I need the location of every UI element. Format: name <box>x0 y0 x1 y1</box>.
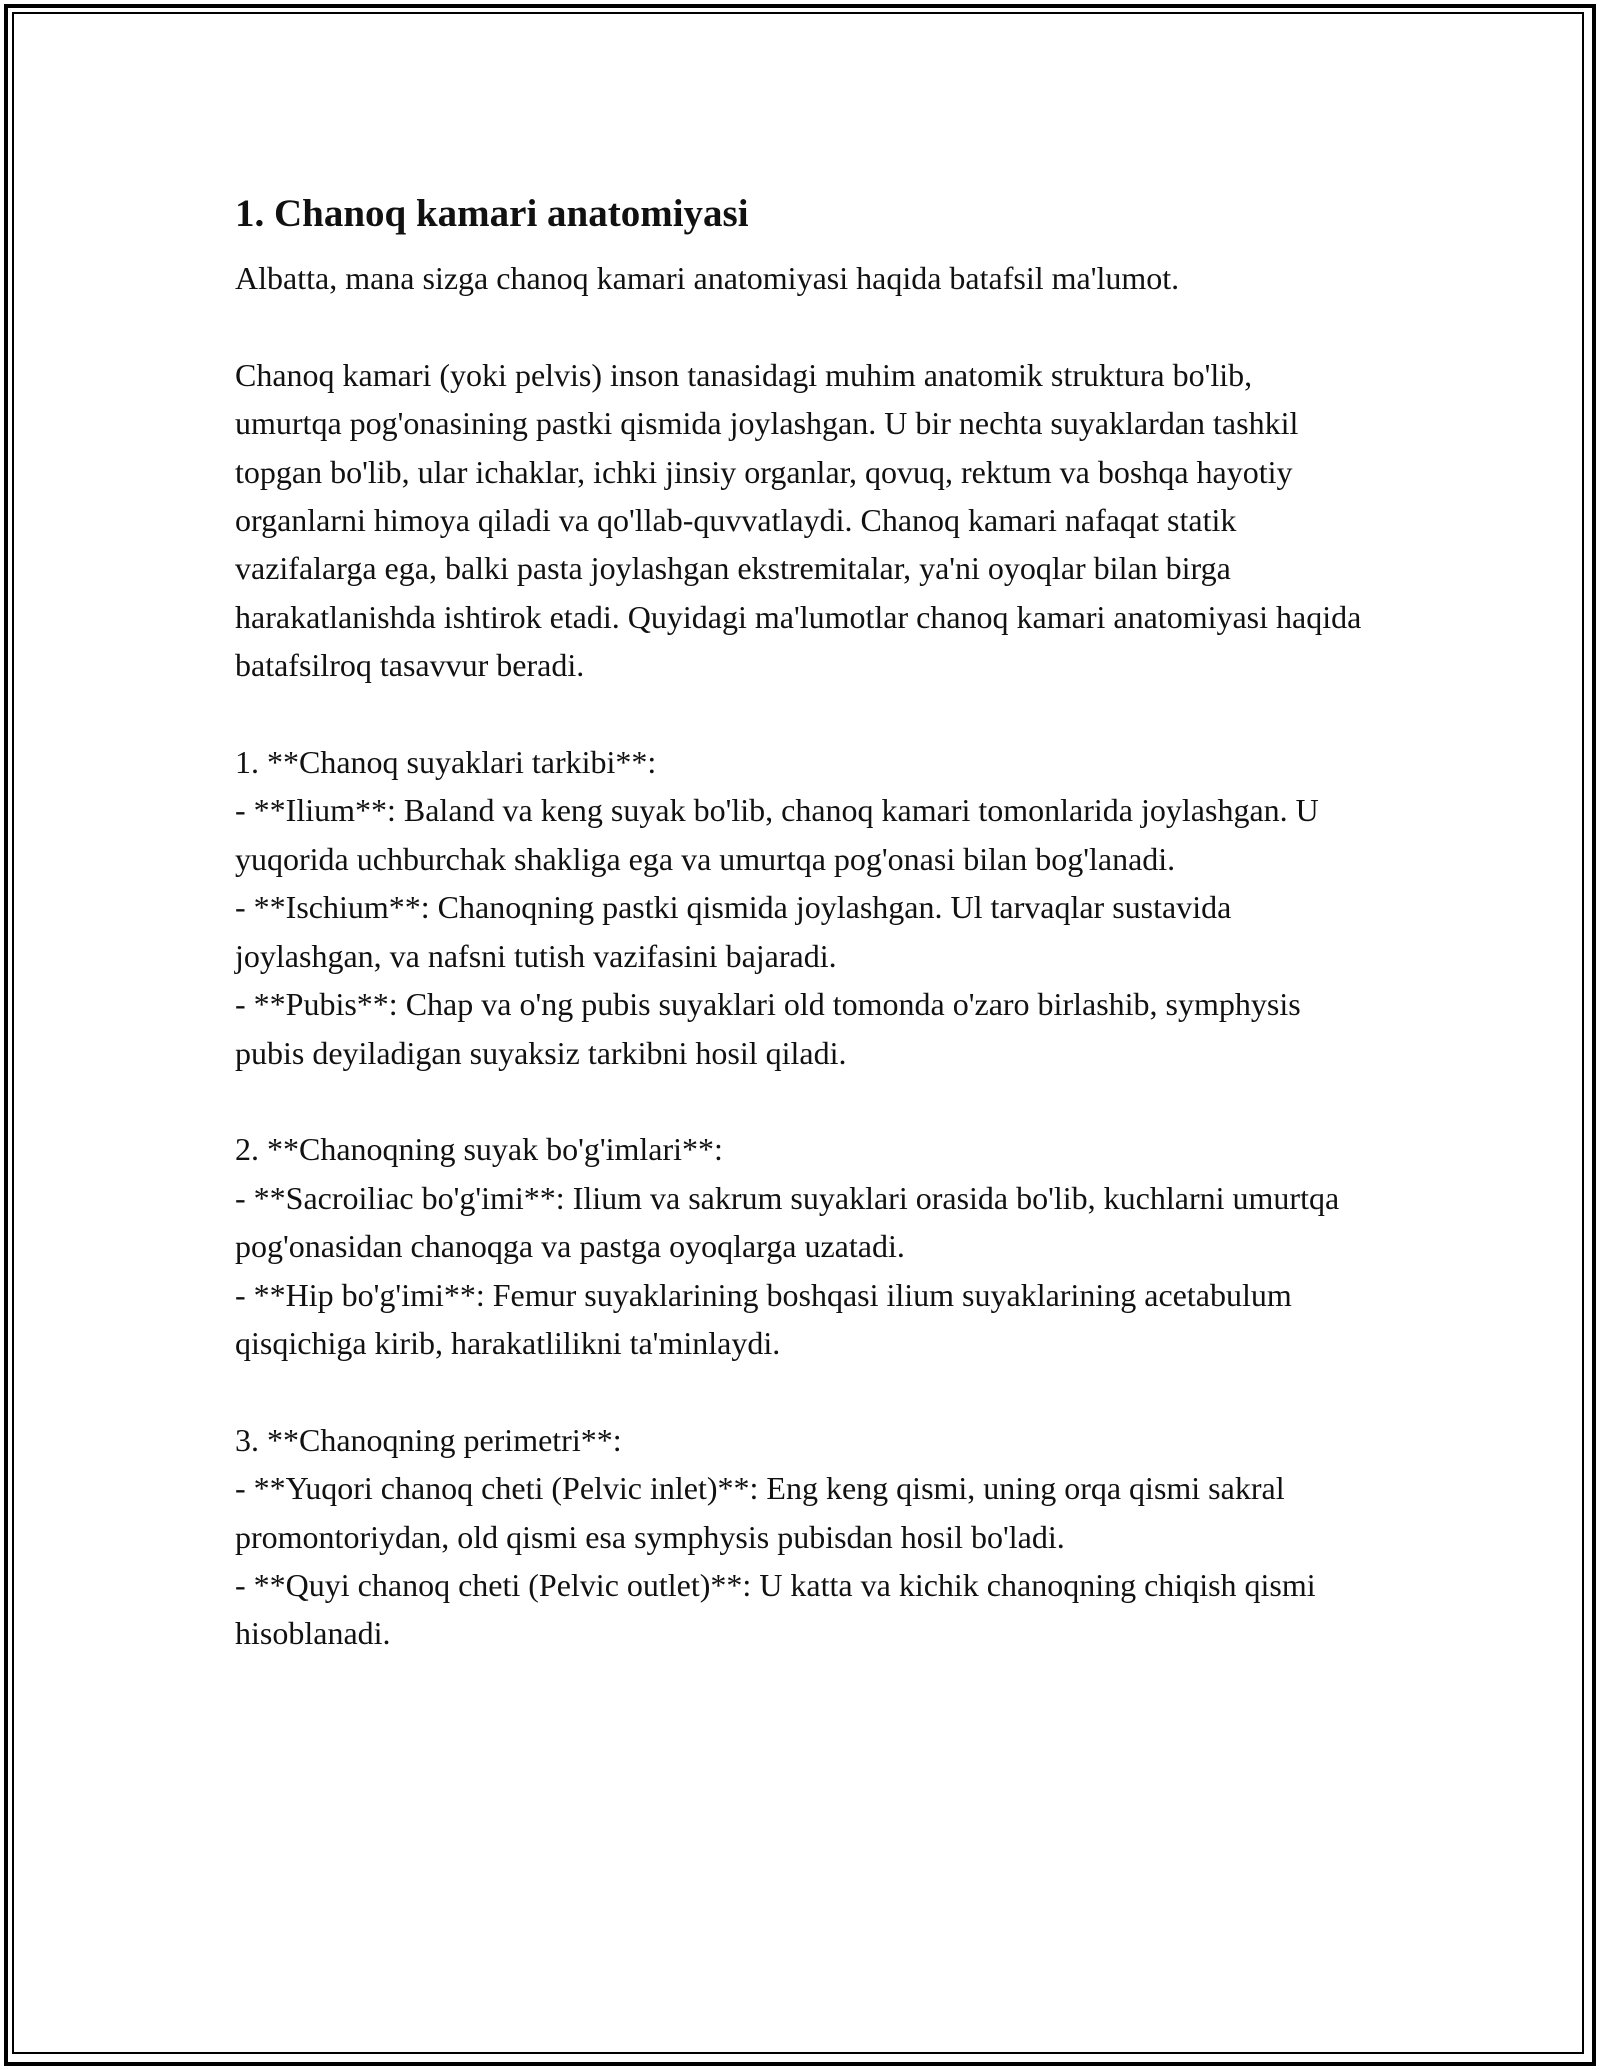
document-title: 1. Chanoq kamari anatomiyasi <box>235 192 749 235</box>
document-body: Albatta, mana sizga chanoq kamari anatomiyasi haqida batafsil ma'lumot. Chanoq kamari (yoki pelvis) inson tanasidagi muhim anatomik struktura bo'lib, umurtqa pog'onasining pastki qismida joylashgan. U bir nechta suyaklardan tashkil topgan bo'lib, ular ichaklar, ichki jinsiy organlar, qovuq, rektum va boshqa hayotiy organlarni himoya qiladi va qo'llab-quvvatlaydi. Chanoq kamari nafaqat statik vazifalarga ega, balki pasta joylashgan ekstremitalar, ya'ni oyoqlar bilan birga harakatlanishda ishtirok etadi. Quyidagi ma'lumotlar chanoq kamari anatomiyasi haqida batafsilroq tasavvur beradi. 1. **Chanoq suyaklari tarkibi**: - **Ilium**: Baland va keng suyak bo'lib, chanoq kamari tomonlarida joylashgan. U yuqorida uchburchak shakliga ega va umurtqa pog'onasi bilan bog'lanadi. - **Ischium**: Chanoqning pastki qismida joylashgan. Ul tarvaqlar sustavida joylashgan, va nafsni tutish vazifasini bajaradi. - **Pubis**: Chap va o'ng pubis suyaklari old tomonda o'zaro birlashib, symphysis pubis deyiladigan suyaksiz tarkibni hosil qiladi. 2. **Chanoqning suyak bo'g'imlari**: - **Sacroiliac bo'g'imi**: Ilium va sakrum suyaklari orasida bo'lib, kuchlarni umurtqa pog'onasidan chanoqga va pastga oyoqlarga uzatadi. - **Hip bo'g'imi**: Femur suyaklarining boshqasi ilium suyaklarining acetabulum qisqichiga kirib, harakatlilikni ta'minlaydi. 3. **Chanoqning perimetri**: - **Yuqori chanoq cheti (Pelvic inlet)**: Eng keng qismi, uning orqa qismi sakral promontoriydan, old qismi esa symphysis pubisdan hosil bo'ladi. - **Quyi chanoq cheti (Pelvic outlet)**: U katta va kichik chanoqning chiqish qismi hisoblanadi. <box>235 260 1362 1652</box>
document-content <box>235 185 1365 1658</box>
